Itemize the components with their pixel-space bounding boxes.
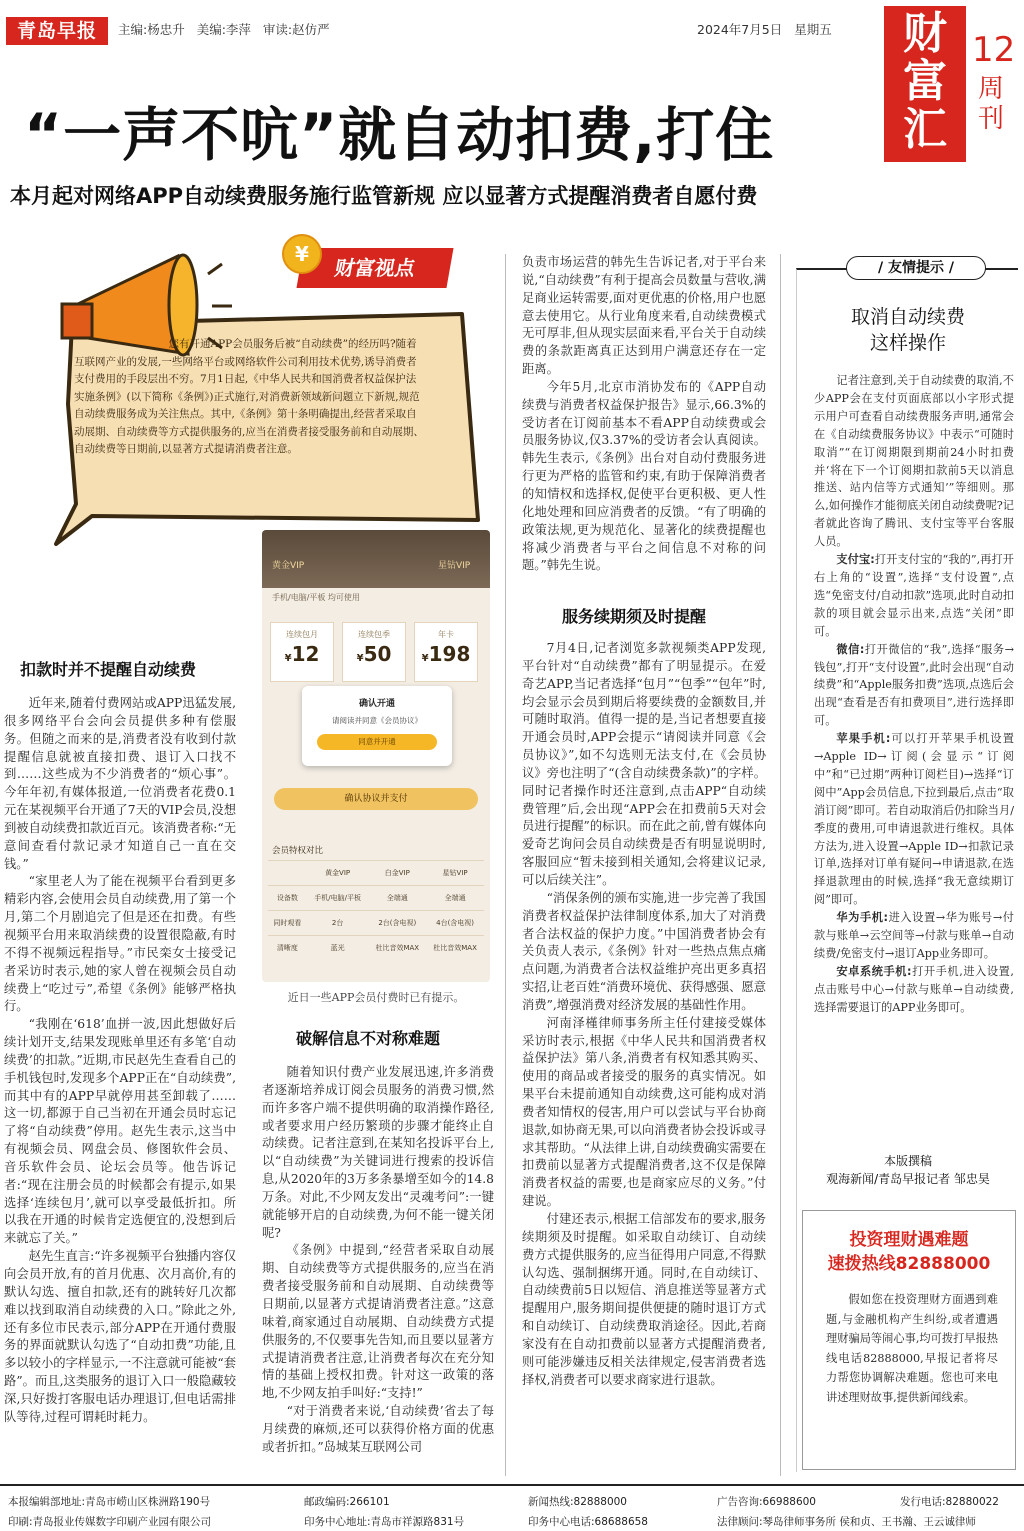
- dialog-body: 请阅读并同意《会员协议》: [332, 716, 422, 725]
- plan-price: ¥50: [356, 642, 392, 666]
- tip-item: 安卓系统手机:打开手机,进入设置,点击账号中心→付款与账单→自动续费,选择需要退订的APP业务即可。: [814, 964, 1014, 1014]
- photo-caption: 近日一些APP会员付费时已有提示。: [287, 991, 465, 1004]
- coin-icon: ¥: [282, 234, 322, 274]
- vip-subtitle: 手机/电脑/平板 均可使用: [272, 593, 360, 602]
- dialog-confirm-button: 同意并开通: [317, 734, 437, 750]
- paragraph: 随着知识付费产业发展迅速,许多消费者逐渐培养成订阅会员服务的消费习惯,然而许多客户端不提供明确的取消操作路径,或者要求用户经历繁琐的步骤才能终止自动续费。记者注意到,在某知名投诉平台上,以“自动续费”为关键词进行搜索的投诉信息,从2020年的3万多条暴增至如今的14.8万条。对此,不少网友发出“灵魂考问”:一键就能够开启的自动续费,为何不能一键关闭呢?: [262, 1065, 494, 1240]
- article-column-1: [4, 695, 236, 1427]
- paragraph: 付建还表示,根据工信部发布的要求,服务续期须及时提醒。如采取自动续订、自动续费方式提供服务的,应当征得用户同意,不得默认勾选、强制捆绑开通。同时,在自动续订、自动续费前5日以短信、消息推送等显著方式提醒用户,服务期间提供便捷的随时退订方式和自动续订、自动续费取消途径。因此,若商家没有在自动扣费前以显著方式提醒消费者,则可能涉嫌违反相关法律规定,侵害消费者选择权,消费者可以要求商家进行退款。: [522, 1212, 766, 1387]
- designer-credit: 美编:李萍: [196, 22, 251, 37]
- section-title-3: 服务续期须及时提醒: [562, 607, 707, 626]
- issue-label: 周刊: [978, 74, 1005, 134]
- viewpoint-text: 您有开通APP会员服务后被“自动续费”的经历吗?随着互联网产业的发展,一些网络平台或网络软件公司利用技术优势,诱导消费者支付费用的手段层出不穷。7月1日起,《中华人民共和国消费者权益保护法实施条例》(以下简称《条例》)正式施行,对消费新领域新问题立下新规,规范自动续费服务成为关注焦点。其中,《条例》第十条明确提出,经营者采取自动展期、自动续费等方式提供服务的,应当在消费者接受服务前和自动展期、自动续费等日期前,以显著方式提请消费者注意。: [74, 338, 424, 455]
- dateline: [697, 20, 840, 38]
- plan-card-yearly: [414, 622, 478, 682]
- plan-name: 连续包月: [286, 630, 318, 639]
- tip-item: 微信:打开微信的“我”,选择“服务→钱包”,打开“支付设置”,此时会出现“自动续费”和“Apple服务扣费”选项,点选后会出现“查看是否有扣费项目”,进行选择即可。: [814, 642, 1014, 728]
- editorial-credits: [118, 20, 338, 38]
- editor-credit: 主编:杨忠升: [118, 22, 185, 37]
- privilege-compare-table: [268, 860, 484, 960]
- footer: [0, 1484, 1024, 1531]
- vip-tab-diamond: 星钻VIP: [438, 561, 471, 571]
- paragraph: 今年5月,北京市消协发布的《APP自动续费与消费者权益保护报告》显示,66.3%的受访者在订阅前基本不看APP自动续费或会员服务协议,仅3.37%的受访者会认真阅读。韩先生表示,《条例》出台对自动付费服务进行更为严格的监管和约束,有助于保障消费者的知情权和选择权,促使平台更积极、更人性化地处理和回应消费者的反馈。“有了明确的政策法规,更为规范化、显著化的续费提醒也将减少消费者与平台之间信息不对称的问题。”韩先生说。: [522, 379, 766, 573]
- issue-date: 2024年7月5日: [697, 22, 783, 37]
- tip-item: 苹果手机:可以打开苹果手机设置→Apple ID→订阅(会显示“订阅中”和“已过期”两种订阅栏目)→选择“订阅中”App会员信息,下拉到最后,点击“取消订阅”即可。若自动取消后仍扣除当月/季度的费用,可申请退款进行维权。具体方法为,进入设置→Apple ID→扣款记录订单,选择对订单有疑问→申请退款,在选择退款理由的时候,选择“我无意续期订阅”即可。: [814, 732, 1014, 907]
- masthead: [0, 0, 1024, 59]
- paragraph: 赵先生直言:“许多视频平台独播内容仅向会员开放,有的首月优惠、次月高价,有的默认勾选、擅自扣款,还有的跳转好几次都难以找到取消自动续费的入口。”除此之外,还有多位市民表示,部分APP在开通付费服务的界面就默认勾选了“自动扣费”功能,且多以较小的字样显示,一不注意就可能被“套路”。而且,这类服务的退订入口一般隐藏较深,只好拨打客服电话办理退订,但电话需排队等待,过程可谓耗时耗力。: [4, 1249, 236, 1424]
- table-row: 黄金VIP 白金VIP 星钻VIP: [268, 861, 484, 886]
- plan-name: 年卡: [438, 630, 454, 639]
- table-row: 设备数 手机/电脑/平板 全端通 全端通: [268, 886, 484, 911]
- footer-print-phone: 印务中心电话:68688658: [528, 1516, 648, 1528]
- issue-weekday: 星期五: [794, 22, 832, 37]
- newspaper-logo: 青岛早报: [6, 17, 108, 45]
- article-column-3-top: [522, 254, 766, 575]
- paragraph: “对于消费者来说,‘自动续费’省去了每月续费的麻烦,还可以获得价格方面的优惠或者折扣。”岛城某互联网公司: [262, 1404, 494, 1454]
- footer-news-hotline: 新闻热线:82888000: [528, 1496, 627, 1508]
- tips-title: 取消自动续费 这样操作: [850, 306, 965, 354]
- paragraph: 负责市场运营的韩先生告诉记者,对于平台来说,“自动续费”有利于提高会员数量与营收,满足商业运转需要,面对更优惠的价格,用户也愿意去使用它。从行业角度来看,自动续费模式无可厚非,但从现实层面来看,平台关于自动续费的条款距离真正达到用户满意还存在一定距离。: [522, 255, 766, 377]
- footer-address: 本报编辑部地址:青岛市崂山区株洲路190号: [8, 1496, 211, 1508]
- paragraph: 7月4日,记者浏览多款视频类APP发现,平台针对“自动续费”都有了明显提示。在爱奇艺APP,当记者选择“包月”“包季”“包年”时,均会显示会员到期后将要续费的金额数目,并可随时取消。值得一提的是,当记者想要直接开通会员时,APP会提示“请阅读并同意《会员协议》”,如不勾选则无法支付,在《会员协议》旁也注明了“(含自动续费条款)”的字样。同时记者操作时还注意到,点击APP“自动续费管理”后,会出现“APP会在扣费前5天对会员进行提醒”的标识。而在此之前,曾有媒体向爱奇艺询问会员自动续费是否有明显说明时,客服回应“暂未接到相关通知,会将建议记录,可以后续关注”。: [522, 641, 766, 887]
- paragraph: “家里老人为了能在视频平台看到更多精彩内容,会使用会员自动续费,用了第一个月,第二个月剧追完了但是还在扣费。有些视频平台用来取消续费的设置很隐蔽,有时不得不视频远程指导。”市民栾女士接受记者采访时表示,她的家人曾在视频会员自动续费上“吃过亏”,希望《条例》能够严格执行。: [4, 874, 236, 1014]
- column-divider: [505, 254, 506, 1476]
- plan-price: ¥12: [284, 642, 320, 666]
- paragraph: “消保条例的颁布实施,进一步完善了我国消费者权益保护法律制度体系,加大了对消费者合法权益的保护力度。”中国消费者协会有关负责人表示,《条例》针对一些热点焦点痛点问题,为消费者合法权益维护亮出更多真招实招,让老百姓“消费环境优、获得感强、愿意消费”,增强消费对经济发展的基础性作用。: [522, 890, 766, 1012]
- page-number: 12: [972, 30, 1016, 70]
- section-title-1: 扣款时并不提醒自动续费: [20, 660, 197, 679]
- section-name: [884, 6, 966, 162]
- plan-card-quarterly: [342, 622, 406, 682]
- footer-print-address: 印务中心地址:青岛市祥源路831号: [304, 1516, 465, 1528]
- column-divider: [780, 254, 781, 1476]
- proofreader-credit: 审读:赵仿严: [262, 22, 330, 37]
- footer-ad: 广告咨询:66988600: [717, 1496, 816, 1508]
- paragraph: 河南泽槿律师事务所主任付建接受媒体采访时表示,根据《中华人民共和国消费者权益保护法》第八条,消费者有权知悉其购买、使用的商品或者接受的服务的真实情况。如果平台未提前通知自动续费,这可能构成对消费者知情权的侵害,用户可以尝试与平台协商退款,如协商无果,可以向消费者协会投诉或寻求其帮助。“从法律上讲,自动续费确实需要在扣费前以显著方式提醒消费者,这不仅是保障消费者权益的需要,也是商家应尽的义务。”付建说。: [522, 1015, 766, 1209]
- article-column-2: [262, 1064, 494, 1457]
- dialog-title: 确认开通: [358, 699, 395, 709]
- table-row: 同时观看 2台 2台(含电视) 4台(含电视): [268, 911, 484, 936]
- tips-body: [814, 372, 1014, 1017]
- footer-printer: 印刷:青岛报业传媒数字印刷产业园有限公司: [8, 1516, 212, 1528]
- section-title-2: 破解信息不对称难题: [296, 1029, 441, 1048]
- tips-intro: 记者注意到,关于自动续费的取消,不少APP会在支付页面底部以小字形式提示用户可查看自动续费服务声明,通常会在《自动续费服务协议》中表示“可随时取消”“在订阅期限到期前24小时扣费并‘将在下一个订阅期扣款前5天以消息推送、站内信等方式通知’”等细则。那么,如何操作才能彻底关闭自动续费呢?记者就此咨询了腾讯、支付宝等平台客服人员。: [814, 374, 1014, 549]
- plan-card-monthly: [270, 622, 334, 682]
- footer-distribution: 发行电话:82880022: [900, 1496, 999, 1508]
- byline: 本版撰稿 观海新闻/青岛早报记者 邹忠昊: [826, 1154, 990, 1186]
- vip-tab-gold: 黄金VIP: [272, 561, 305, 571]
- pay-button: 确认协议并支付: [274, 788, 478, 810]
- viewpoint-banner: 财富视点: [296, 248, 453, 288]
- confirm-dialog: [302, 686, 452, 766]
- tip-item: 华为手机:进入设置→华为账号→付款与账单→云空间等→付款与账单→自动续费/免密支付→退订App业务即可。: [814, 911, 1014, 960]
- paragraph: “我刚在‘618’血拼一波,因此想做好后续计划开支,结果发现账单里还有多笔‘自动续费’的扣款。”近期,市民赵先生查看自己的手机钱包时,发现多个APP正在“自动续费”,而其中有的APP早就停用甚至卸载了……这一切,都源于自己当初在开通会员时忘记了将“自动续费”停用。赵先生表示,这当中有视频会员、网盘会员、修图软件会员、音乐软件会员、论坛会员等。他告诉记者:“现在注册会员的时候都会有提示,如果选择‘连续包月’,就可以享受最低折扣。所以我在开通的时候肯定选便宜的,没想到后来就忘了关。”: [4, 1017, 236, 1246]
- footer-postcode: 邮政编码:266101: [304, 1496, 390, 1508]
- paragraph: 《条例》中提到,“经营者采取自动展期、自动续费等方式提供服务的,应当在消费者接受服务前和自动展期、自动续费等日期前,以显著方式提请消费者注意。”这意味着,商家通过自动展期、自动续费方式提供服务的,不仅要事先告知,而且要以显著方式提请消费者注意,让消费者每次在充分知情的基础上授权扣费。针对这一政策的落地,不少网友拍手叫好:“支持!”: [262, 1243, 494, 1401]
- plan-name: 连续包季: [358, 630, 390, 639]
- app-screenshot: [262, 530, 490, 982]
- tip-item: 支付宝:打开支付宝的“我的”,再打开右上角的“设置”,选择“支付设置”,点选“免密支付/自动扣款”选项,此时自动扣款的项目就会显示出来,点选“关闭”即可。: [814, 553, 1014, 638]
- hotline-body: 假如您在投资理财方面遇到难题,与金融机构产生纠纷,或者遭遇理财骗局等闹心事,均可拨打早报热线电话82888000,早报记者将尽力帮您协调解决难题。您也可来电讲述理财故事,提供新闻线索。: [826, 1293, 998, 1404]
- paragraph: 近年来,随着付费网站或APP迅猛发展,很多网络平台会向会员提供多种有偿服务。但随之而来的是,消费者没有收到付款提醒信息就被直接扣费、退订入口找不到……这些成为不少消费者的“烦心事”。今年年初,有媒体报道,一位消费者花费0.1元在某视频平台开通了7天的VIP会员,没想到被自动续费扣款近百元。该消费者称:“无意间查看付款记录才知道自己一直在交钱。”: [4, 696, 236, 871]
- subheadline: 本月起对网络APP自动续费服务施行监管新规 应以显著方式提醒消费者自愿付费: [10, 184, 758, 208]
- table-row: 清晰度 蓝光 杜比音效MAX 杜比音效MAX: [268, 936, 484, 961]
- section-name-char: 富: [903, 56, 947, 107]
- hotline-title: 投资理财遇难题 速拨热线82888000: [827, 1230, 991, 1274]
- headline: “一声不吭”就自动扣费,打住: [24, 101, 775, 169]
- plan-price: ¥198: [421, 642, 471, 666]
- footer-legal: 法律顾问:琴岛律师事务所 侯和贞、王书瀚、王云诚律师: [717, 1516, 976, 1528]
- compare-title: 会员特权对比: [272, 846, 324, 856]
- tips-tag: / 友情提示 /: [846, 256, 986, 280]
- article-column-3: [522, 640, 766, 1389]
- section-name-char: 汇: [903, 104, 947, 155]
- section-name-char: 财: [903, 8, 947, 59]
